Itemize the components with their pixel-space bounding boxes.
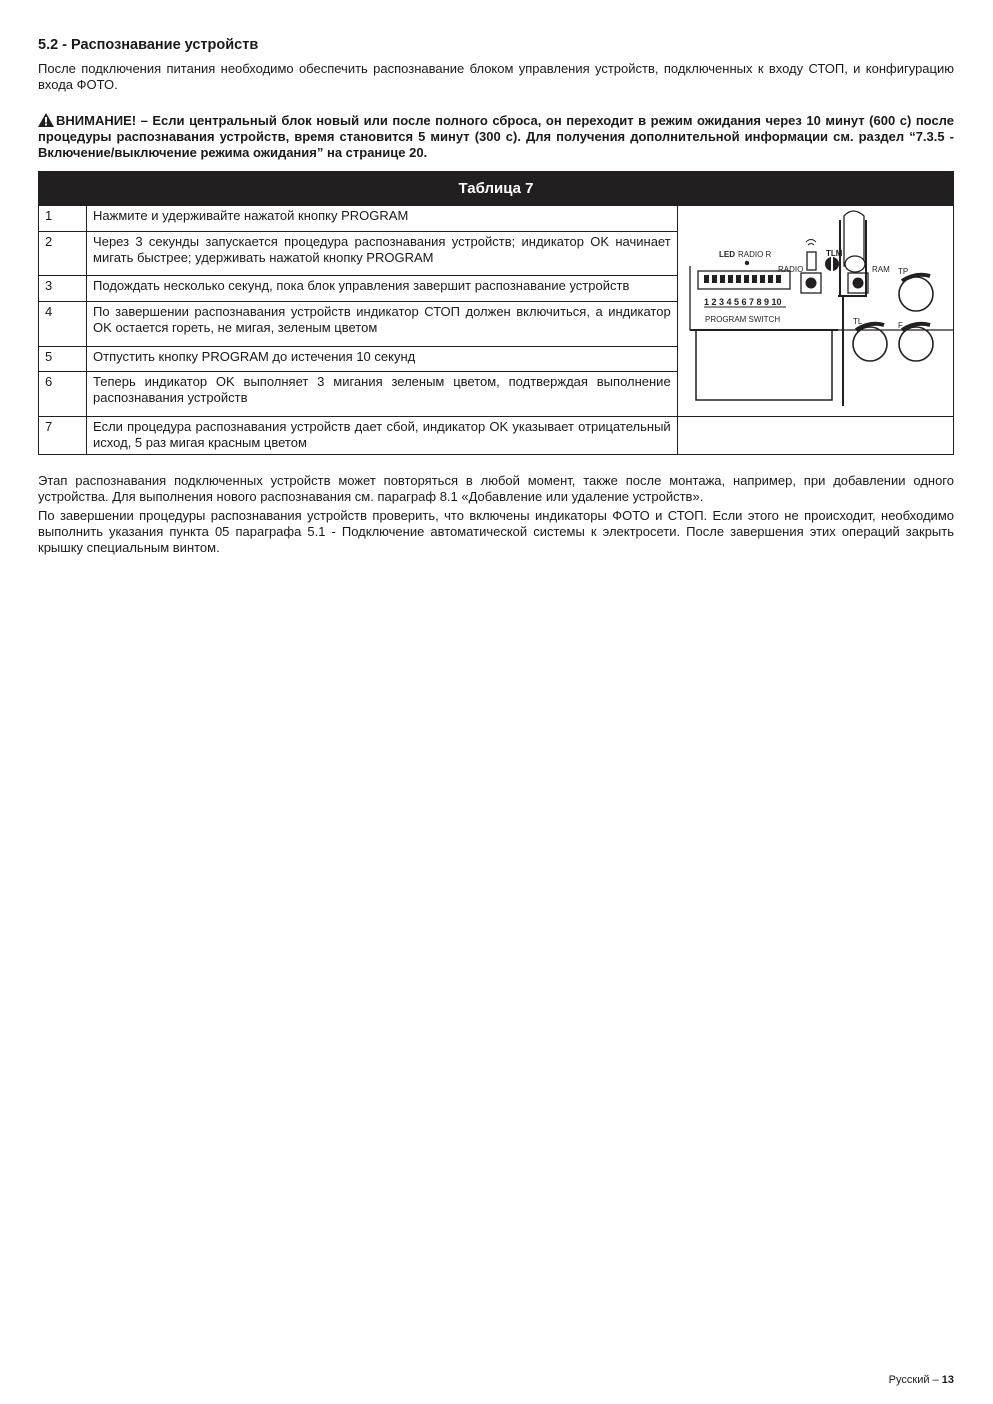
radio-label: RADIO (777, 265, 804, 274)
step-number: 7 (39, 417, 87, 455)
step-number: 5 (39, 346, 87, 372)
empty-cell (677, 417, 953, 455)
led-label: LED (718, 250, 735, 259)
step-text: Подождать несколько секунд, пока блок управления завершит распознавание устройств (87, 276, 678, 302)
tp-label: TP (897, 267, 908, 276)
led-dot (744, 261, 748, 265)
section-title: 5.2 - Распознавание устройств (38, 37, 259, 53)
page-number: 13 (941, 1374, 954, 1386)
paragraph-repeat-recognition: Этап распознавания подключенных устройств может повторяться в любой момент, также после монтажа, например, при добавлении одного устройства. Для выполнения нового распознавания см. параграф 8.1 «Добавление или удаление устройств». (38, 473, 954, 504)
warning-block (38, 113, 954, 161)
step-number: 6 (39, 372, 87, 417)
closing-paragraphs (38, 473, 954, 556)
ram-label: RAM (871, 265, 890, 274)
step-number: 4 (39, 302, 87, 347)
table-row (39, 206, 954, 232)
step-number: 2 (39, 231, 87, 276)
step-text: Через 3 секунды запускается процедура распознавания устройств; индикатор OK начинает мигать быстрее; удерживать нажатой кнопку PROGRAM (87, 231, 678, 276)
program-switch-label: PROGRAM SWITCH (704, 315, 780, 324)
step-text: Теперь индикатор OK выполняет 3 мигания зеленым цветом, подтверждая выполнение распознавания устройств (87, 372, 678, 417)
radio-button-dot (805, 278, 816, 289)
step-number: 3 (39, 276, 87, 302)
intro-paragraph: После подключения питания необходимо обеспечить распознавание блоком управления устройств, подключенных к входу СТОП, и конфигурацию входа ФОТО. (38, 61, 954, 92)
control-board-diagram (678, 206, 953, 416)
warning-triangle-icon (38, 113, 54, 127)
tl-label: TL (852, 317, 863, 326)
step-text: Если процедура распознавания устройств дает сбой, индикатор OK указывает отрицательный исход, 5 раз мигая красным цветом (87, 417, 678, 455)
steps-table (38, 171, 954, 455)
page-content (38, 36, 954, 559)
footer-language: Русский (888, 1374, 930, 1386)
step-number: 1 (39, 206, 87, 232)
program-button-dot (852, 278, 863, 289)
dip-switches (704, 275, 781, 283)
radio-r-label: RADIO R (737, 250, 772, 259)
step-text: Нажмите и удерживайте нажатой кнопку PROGRAM (87, 206, 678, 232)
table-title: Таблица 7 (39, 172, 954, 206)
warning-text: ВНИМАНИЕ! – Если центральный блок новый или после полного сброса, он переходит в режим ожидания через 10 минут (600 с) после процедуры распознавания устройств, время становится 5 минут (300 с). Для получения дополнительной информации см. раздел “7.3.5 - Включение/выключение режима ожидания” на странице 20. (38, 113, 954, 160)
f-label: F (897, 321, 903, 330)
dip-numbers: 1 2 3 4 5 6 7 8 9 10 (703, 297, 782, 307)
step-text: По завершении распознавания устройств индикатор СТОП должен включиться, а индикатор OK остается гореть, не мигая, зеленым цветом (87, 302, 678, 347)
page-footer (889, 1374, 954, 1386)
paragraph-check-indicators: По завершении процедуры распознавания устройств проверить, что включены индикаторы ФОТО и СТОП. Если этого не происходит, необходимо выполнить указания пункта 05 параграфа 5.1 - Подключение автоматической системы к электросети. После завершения этих операций закрыть крышку специальным винтом. (38, 508, 954, 555)
step-text: Отпустить кнопку PROGRAM до истечения 10 секунд (87, 346, 678, 372)
tlm-label: TLM (825, 249, 843, 258)
footer-separator: – (932, 1374, 939, 1386)
diagram-cell (677, 206, 953, 417)
table-row (39, 417, 954, 455)
